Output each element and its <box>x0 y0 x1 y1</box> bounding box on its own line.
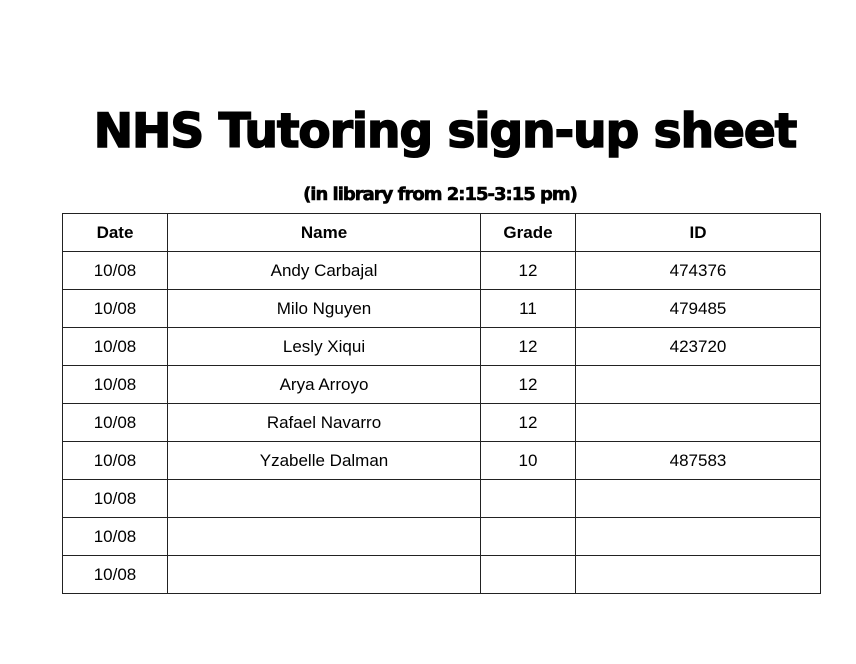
cell-id: 479485 <box>576 290 821 328</box>
cell-id <box>576 404 821 442</box>
page-subtitle: (in library from 2:15-3:15 pm) <box>303 184 577 205</box>
cell-id: 474376 <box>576 252 821 290</box>
cell-grade: 10 <box>481 442 576 480</box>
cell-grade <box>481 518 576 556</box>
signup-table <box>62 213 821 594</box>
cell-date: 10/08 <box>63 290 168 328</box>
cell-date: 10/08 <box>63 404 168 442</box>
cell-id: 487583 <box>576 442 821 480</box>
cell-name: Yzabelle Dalman <box>168 442 481 480</box>
cell-name: Rafael Navarro <box>168 404 481 442</box>
cell-date: 10/08 <box>63 252 168 290</box>
cell-grade: 11 <box>481 290 576 328</box>
cell-date: 10/08 <box>63 366 168 404</box>
page-title: NHS Tutoring sign-up sheet <box>93 104 797 159</box>
table-row <box>63 556 821 594</box>
cell-name: Milo Nguyen <box>168 290 481 328</box>
cell-date: 10/08 <box>63 480 168 518</box>
cell-id: 423720 <box>576 328 821 366</box>
table-row <box>63 442 821 480</box>
table-row <box>63 404 821 442</box>
cell-date: 10/08 <box>63 442 168 480</box>
table-row <box>63 328 821 366</box>
cell-name: Lesly Xiqui <box>168 328 481 366</box>
cell-grade: 12 <box>481 366 576 404</box>
table-row <box>63 518 821 556</box>
cell-grade: 12 <box>481 328 576 366</box>
header-grade: Grade <box>481 214 576 252</box>
cell-name: Arya Arroyo <box>168 366 481 404</box>
cell-date: 10/08 <box>63 518 168 556</box>
cell-grade: 12 <box>481 404 576 442</box>
table-header-row <box>63 214 821 252</box>
table-row <box>63 480 821 518</box>
table-row <box>63 252 821 290</box>
cell-id <box>576 518 821 556</box>
cell-date: 10/08 <box>63 328 168 366</box>
cell-name: Andy Carbajal <box>168 252 481 290</box>
cell-grade <box>481 556 576 594</box>
cell-id <box>576 480 821 518</box>
header-id: ID <box>576 214 821 252</box>
cell-id <box>576 556 821 594</box>
cell-grade <box>481 480 576 518</box>
header-name: Name <box>168 214 481 252</box>
header-date: Date <box>63 214 168 252</box>
cell-name <box>168 518 481 556</box>
cell-date: 10/08 <box>63 556 168 594</box>
cell-id <box>576 366 821 404</box>
table-row <box>63 366 821 404</box>
cell-name <box>168 556 481 594</box>
cell-name <box>168 480 481 518</box>
table-row <box>63 290 821 328</box>
cell-grade: 12 <box>481 252 576 290</box>
